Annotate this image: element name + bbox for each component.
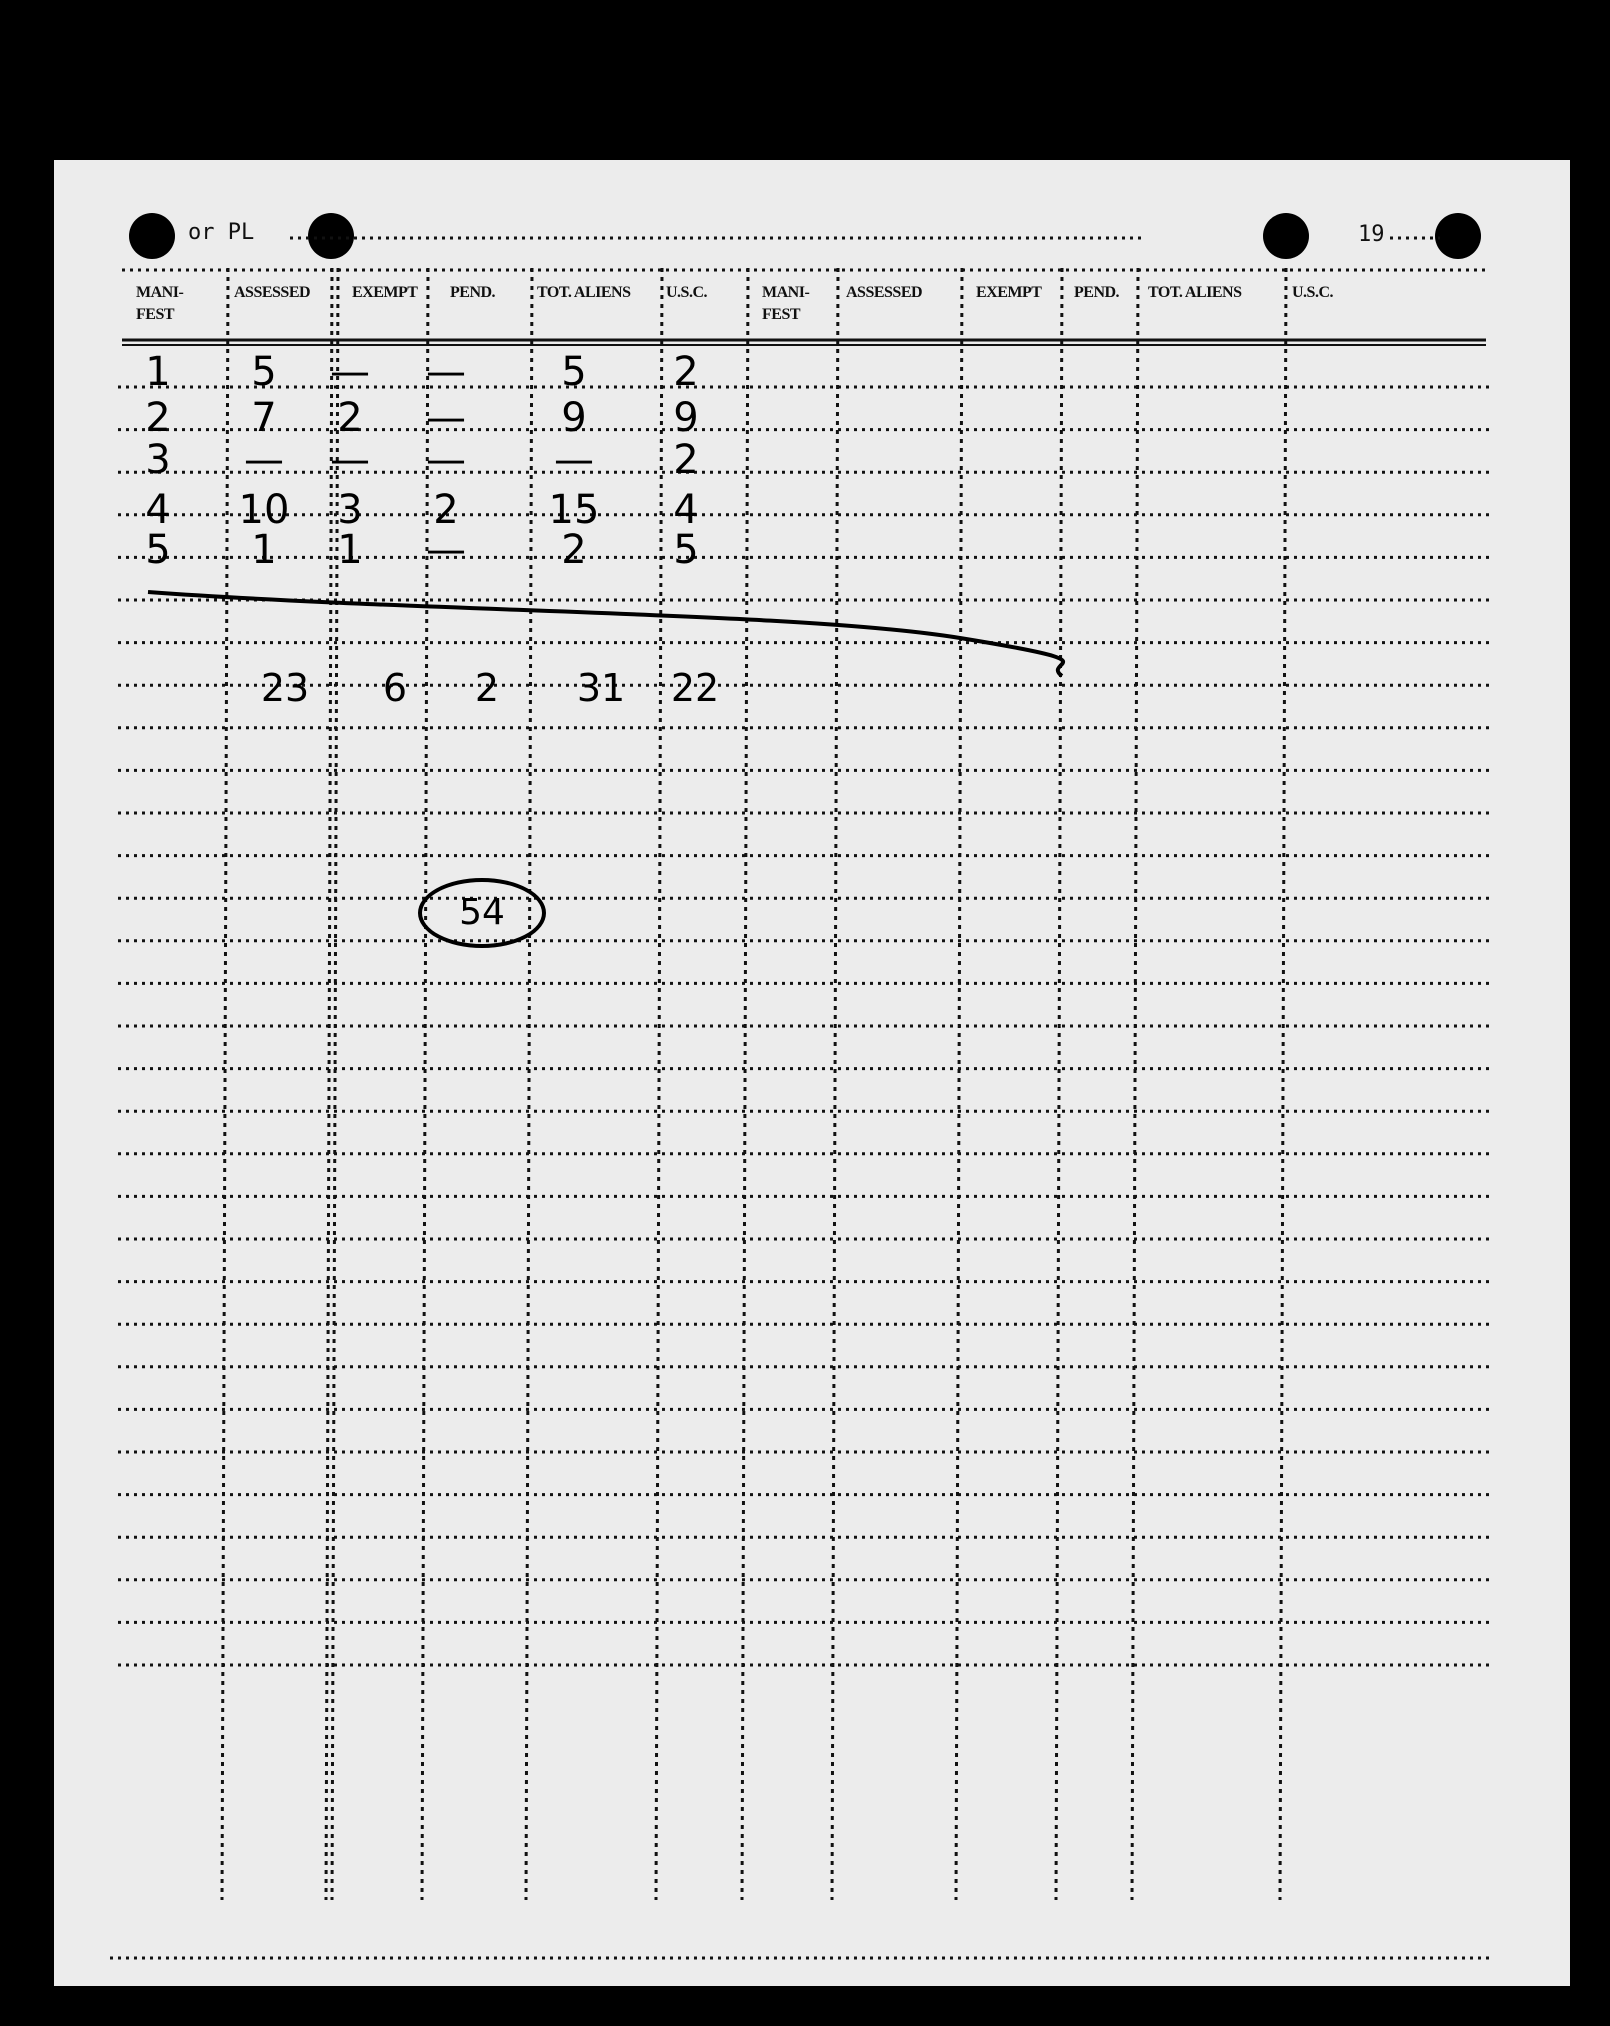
cell-exempt: 3 [337,487,363,533]
circled-grand-total [418,878,546,948]
col-header-manifest-2: MANI- FEST [762,284,810,323]
col-header-pend: PEND. [450,284,496,301]
cell-assessed: 1 [251,527,277,573]
col-header-usc: U.S.C. [666,284,708,301]
cell-usc: 9 [673,395,699,441]
cell-tot-aliens: 9 [561,395,587,441]
punch-hole [1263,213,1309,259]
total-usc: 22 [670,666,720,710]
cell-pend: — [426,395,466,441]
col-header-assessed-2: ASSESSED [846,284,923,301]
cell-exempt: — [330,349,370,395]
cell-manifest: 5 [145,527,171,573]
col-header-pend-2: PEND. [1074,284,1120,301]
col-header-usc-2: U.S.C. [1292,284,1334,301]
cell-tot-aliens: — [554,437,594,483]
cell-tot-aliens: 15 [548,487,600,533]
col-header-assessed: ASSESSED [234,284,311,301]
col-header-exempt: EXEMPT [352,284,418,301]
total-tot-aliens: 31 [576,666,626,710]
cell-manifest: 1 [145,349,171,395]
cell-pend: — [426,527,466,573]
cell-usc: 2 [673,349,699,395]
cell-assessed: 10 [238,487,290,533]
cell-pend: — [426,437,466,483]
cell-tot-aliens: 5 [561,349,587,395]
cell-manifest: 2 [145,395,171,441]
cell-assessed: 7 [251,395,277,441]
col-header-tot-aliens: TOT. ALIENS [537,284,631,301]
punch-hole [308,213,354,259]
cell-exempt: — [330,437,370,483]
cell-tot-aliens: 2 [561,527,587,573]
cell-pend: 2 [433,487,459,533]
total-exempt: 6 [382,666,408,710]
cell-assessed: 5 [251,349,277,395]
punch-hole [129,213,175,259]
cell-usc: 5 [673,527,699,573]
cell-usc: 2 [673,437,699,483]
cell-pend: — [426,349,466,395]
punch-hole [1435,213,1481,259]
cell-exempt: 1 [337,527,363,573]
top-left-label: or PL [188,220,255,245]
cell-usc: 4 [673,487,699,533]
circled-grand-total-value: 54 [459,892,505,933]
cell-manifest: 4 [145,487,171,533]
cell-assessed: — [244,437,284,483]
cell-exempt: 2 [337,395,363,441]
col-header-manifest: MANI- FEST [136,284,184,323]
col-header-tot-aliens-2: TOT. ALIENS [1148,284,1242,301]
total-pend: 2 [474,666,500,710]
cell-manifest: 3 [145,437,171,483]
top-right-label: 19 [1358,222,1385,247]
col-header-exempt-2: EXEMPT [976,284,1042,301]
total-assessed: 23 [260,666,310,710]
